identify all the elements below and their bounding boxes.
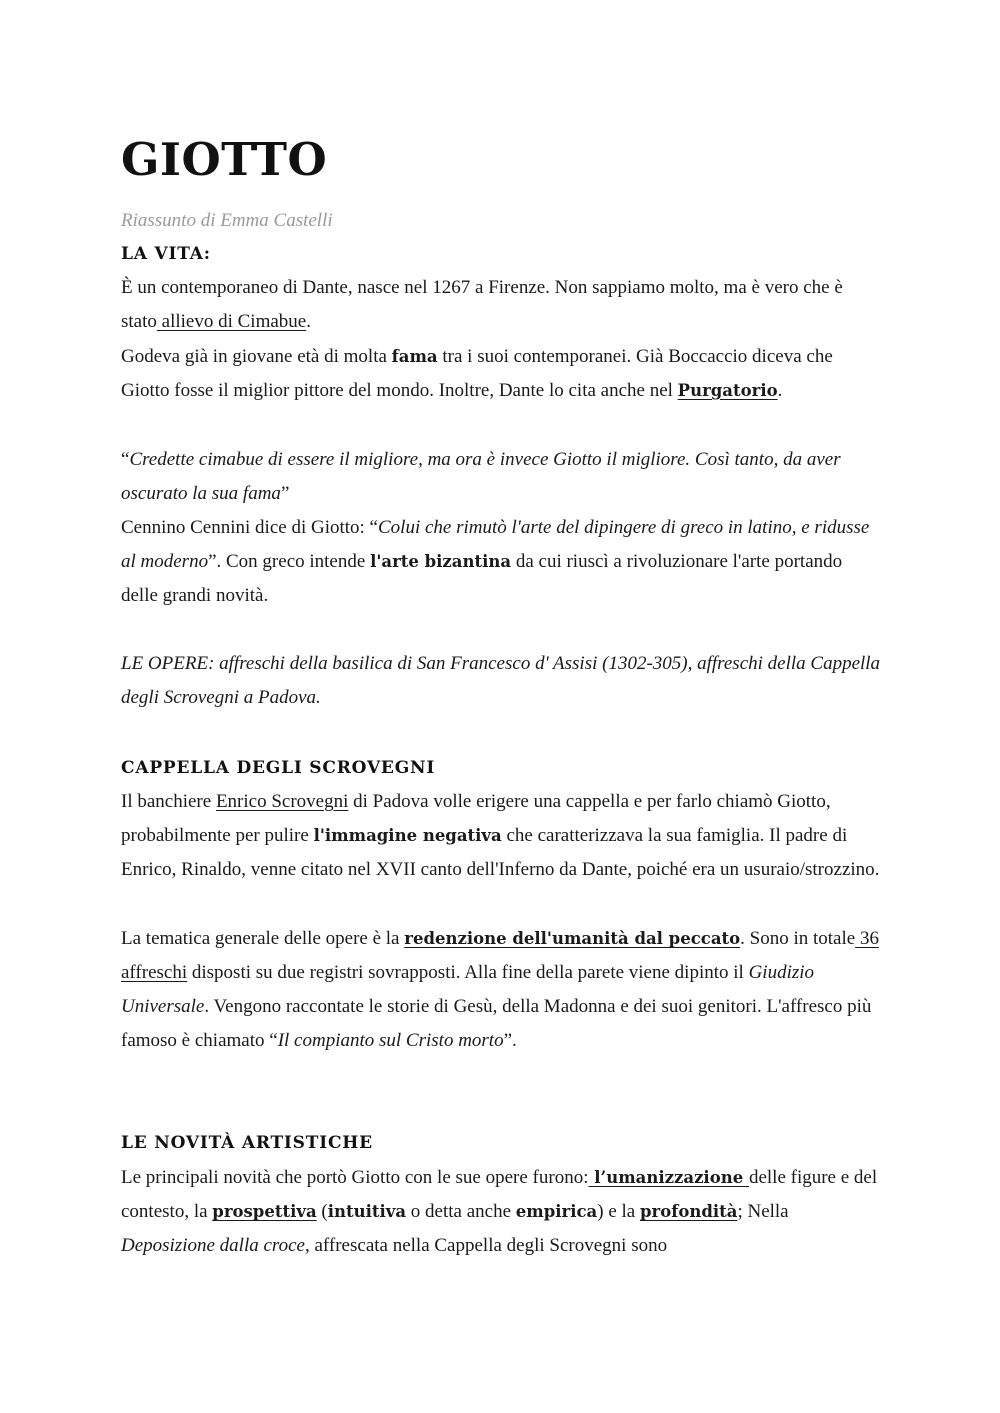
- bold-fama: fama: [391, 347, 438, 366]
- link-36-affreschi: 36 affreschi: [121, 928, 879, 983]
- vita-paragraph-2: Godeva già in giovane età di molta fama tra i suoi contemporanei. Già Boccaccio diceva che Giotto fosse il miglior pittore del mondo. Inoltre, Dante lo cita anche nel Purgatorio.: [121, 346, 833, 401]
- link-purgatorio: Purgatorio: [677, 381, 778, 400]
- section-heading-vita: LA VITA:: [121, 244, 211, 264]
- bold-immagine-negativa: l'immagine negativa: [313, 826, 502, 845]
- section-heading-novita: LE NOVITÀ ARTISTICHE: [121, 1133, 373, 1153]
- link-profondita: profondità: [639, 1202, 738, 1221]
- document-subtitle: Riassunto di Emma Castelli: [121, 210, 333, 231]
- novita-paragraph-1: Le principali novità che portò Giotto con le sue opere furono: l’umanizzazione delle figure e del contesto, la prospettiva (intuitiva o detta anche empirica) e la profondità; Nella Deposizione dalla croce, affrescata nella Cappella degli Scrovegni sono: [121, 1167, 878, 1256]
- link-enrico-scrovegni: Enrico Scrovegni: [215, 791, 349, 812]
- link-umanizzazione: l’umanizzazione: [588, 1168, 749, 1187]
- link-redenzione: redenzione dell'umanità dal peccato: [404, 929, 741, 948]
- section-heading-cappella: CAPPELLA DEGLI SCROVEGNI: [121, 758, 436, 778]
- vita-paragraph-1: È un contemporaneo di Dante, nasce nel 1267 a Firenze. Non sappiamo molto, ma è vero che è stato allievo di Cimabue.: [121, 277, 843, 332]
- cappella-paragraph-1: Il banchiere Enrico Scrovegni di Padova volle erigere una cappella e per farlo chiamò Giotto, probabilmente per pulire l'immagine negativa che caratterizzava la sua famiglia. Il padre di Enrico, Rinaldo, venne citato nel XVII canto dell'Inferno da Dante, poiché era un usuraio/strozzino.: [121, 791, 880, 880]
- bold-arte-bizantina: l'arte bizantina: [370, 552, 512, 571]
- link-prospettiva: prospettiva: [212, 1202, 317, 1221]
- opere-paragraph: LE OPERE: affreschi della basilica di San Francesco d' Assisi (1302-305), affreschi della Cappella degli Scrovegni a Padova.: [121, 653, 881, 708]
- cappella-paragraph-2: La tematica generale delle opere è la redenzione dell'umanità dal peccato. Sono in totale 36 affreschi disposti su due registri sovrapposti. Alla fine della parete viene dipinto il Giudizio Universale. Vengono raccontate le storie di Gesù, della Madonna e dei suoi genitori. L'affresco più famoso è chiamato “Il compianto sul Cristo morto”.: [121, 928, 879, 1051]
- link-allievo-di-cimabue: allievo di Cimabue: [156, 311, 307, 332]
- document-title: GIOTTO: [121, 133, 328, 186]
- bold-empirica: empirica: [515, 1202, 598, 1221]
- opere-label: LE OPERE:: [121, 653, 220, 674]
- vita-paragraph-3: Cennino Cennini dice di Giotto: “Colui che rimutò l'arte del dipingere di greco in latino, e ridusse al moderno”. Con greco intende l'arte bizantina da cui riuscì a rivoluzionare l'arte portando delle grandi novità.: [121, 517, 870, 606]
- bold-intuitiva: intuitiva: [327, 1202, 407, 1221]
- vita-quote: “Credette cimabue di essere il migliore, ma ora è invece Giotto il migliore. Così tanto, da aver oscurato la sua fama”: [121, 449, 841, 504]
